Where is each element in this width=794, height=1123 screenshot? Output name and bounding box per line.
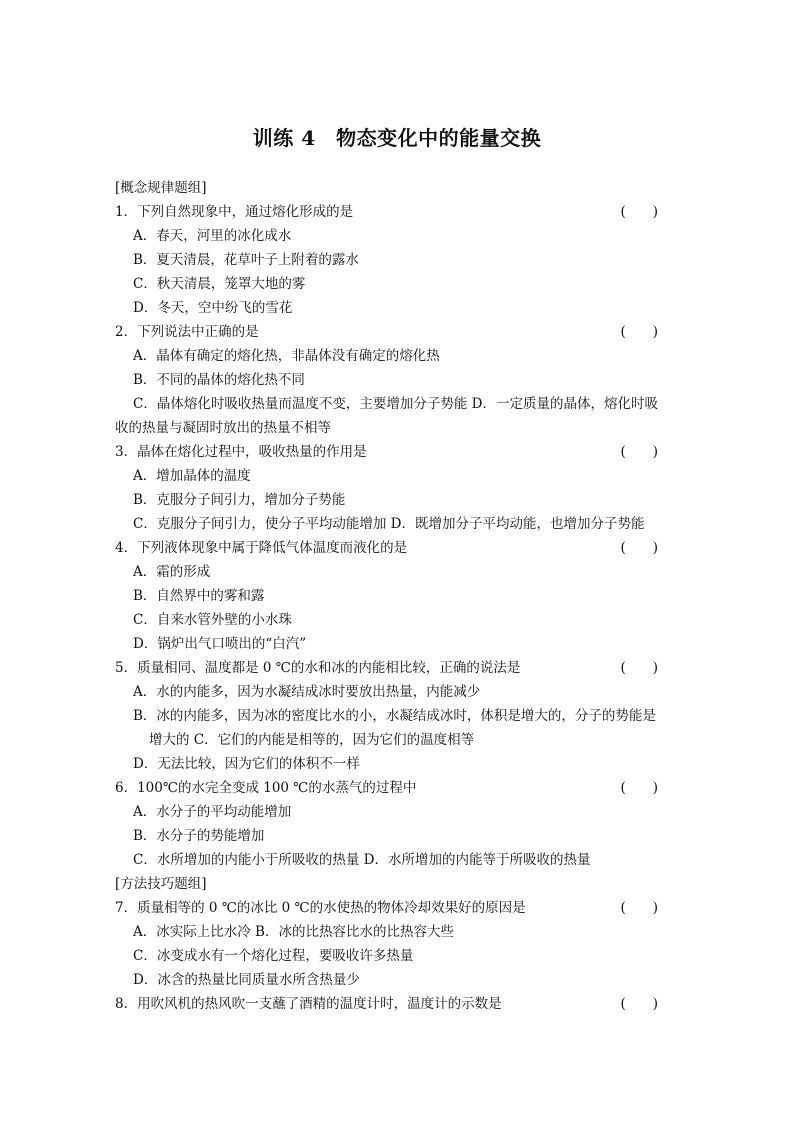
question-7 [115, 896, 690, 920]
option: B．夏天清晨，花草叶子上附着的露水 [133, 252, 359, 268]
section-heading-methods: [方法技巧题组] [115, 876, 207, 892]
question-4 [115, 536, 690, 560]
option: C．晶体熔化时吸收热量而温度不变，主要增加分子势能 D．一定质量的晶体，熔化时吸 [133, 396, 658, 412]
option: D．冰含的热量比同质量水所含热量少 [133, 972, 360, 988]
option: A．晶体有确定的熔化热，非晶体没有确定的熔化热 [133, 348, 440, 364]
option: C．自来水管外壁的小水珠 [133, 612, 292, 628]
question-stem: 6．100℃的水完全变成 100 ℃的水蒸气的过程中 [115, 780, 417, 796]
option: B．水分子的势能增加 [133, 828, 265, 844]
question-stem: 8．用吹风机的热风吹一支蘸了酒精的温度计时，温度计的示数是 [115, 996, 502, 1012]
question-6 [115, 776, 690, 800]
answer-bracket: ( ) [620, 900, 658, 916]
option: C．水所增加的内能小于所吸收的热量 D．水所增加的内能等于所吸收的热量 [133, 852, 591, 868]
question-stem: 2．下列说法中正确的是 [115, 324, 259, 340]
question-stem: 7．质量相等的 0 ℃的冰比 0 ℃的水使热的物体冷却效果好的原因是 [115, 900, 526, 916]
question-8 [115, 992, 690, 1016]
answer-bracket: ( ) [620, 660, 658, 676]
option: A．水分子的平均动能增加 [133, 804, 292, 820]
question-stem: 5．质量相同、温度都是 0 ℃的水和冰的内能相比较，正确的说法是 [115, 660, 521, 676]
question-2 [115, 320, 690, 344]
question-stem: 4．下列液体现象中属于降低气体温度而液化的是 [115, 540, 408, 556]
option: A．春天，河里的冰化成水 [133, 228, 292, 244]
option: B．克服分子间引力，增加分子势能 [133, 492, 346, 508]
option: C．克服分子间引力，使分子平均动能增加 D．既增加分子平均动能，也增加分子势能 [133, 516, 645, 532]
option-continuation: 增大的 C．它们的内能是相等的，因为它们的温度相等 [149, 732, 475, 748]
question-stem: 3．晶体在熔化过程中，吸收热量的作用是 [115, 444, 367, 460]
answer-bracket: ( ) [620, 540, 658, 556]
option: C．冰变成水有一个熔化过程，要吸收许多热量 [133, 948, 414, 964]
option: D．无法比较，因为它们的体积不一样 [133, 756, 360, 772]
page-title: 训练 4 物态变化中的能量交换 [252, 126, 542, 150]
option: B．不同的晶体的熔化热不同 [133, 372, 305, 388]
option: D．冬天，空中纷飞的雪花 [133, 300, 293, 316]
question-3 [115, 440, 690, 464]
option: A．霜的形成 [133, 564, 211, 580]
option: A．冰实际上比水冷 B．冰的比热容比水的比热容大些 [133, 924, 454, 940]
question-1 [115, 200, 690, 224]
option: B．冰的内能多，因为冰的密度比水的小，水凝结成冰时，体积是增大的，分子的势能是 [133, 708, 656, 724]
section-heading-concepts: [概念规律题组] [115, 180, 207, 196]
option: A．水的内能多，因为水凝结成冰时要放出热量，内能减少 [133, 684, 481, 700]
question-stem: 1．下列自然现象中，通过熔化形成的是 [115, 204, 354, 220]
question-list [115, 176, 690, 1016]
option-continuation: 收的热量与凝固时放出的热量不相等 [115, 420, 331, 436]
answer-bracket: ( ) [620, 996, 658, 1012]
answer-bracket: ( ) [620, 204, 658, 220]
answer-bracket: ( ) [620, 324, 658, 340]
option: B．自然界中的雾和露 [133, 588, 265, 604]
question-5 [115, 656, 690, 680]
answer-bracket: ( ) [620, 444, 658, 460]
option: D．锅炉出气口喷出的“白汽” [133, 636, 307, 652]
option: C．秋天清晨，笼罩大地的雾 [133, 276, 306, 292]
option: A．增加晶体的温度 [133, 468, 251, 484]
answer-bracket: ( ) [620, 780, 658, 796]
